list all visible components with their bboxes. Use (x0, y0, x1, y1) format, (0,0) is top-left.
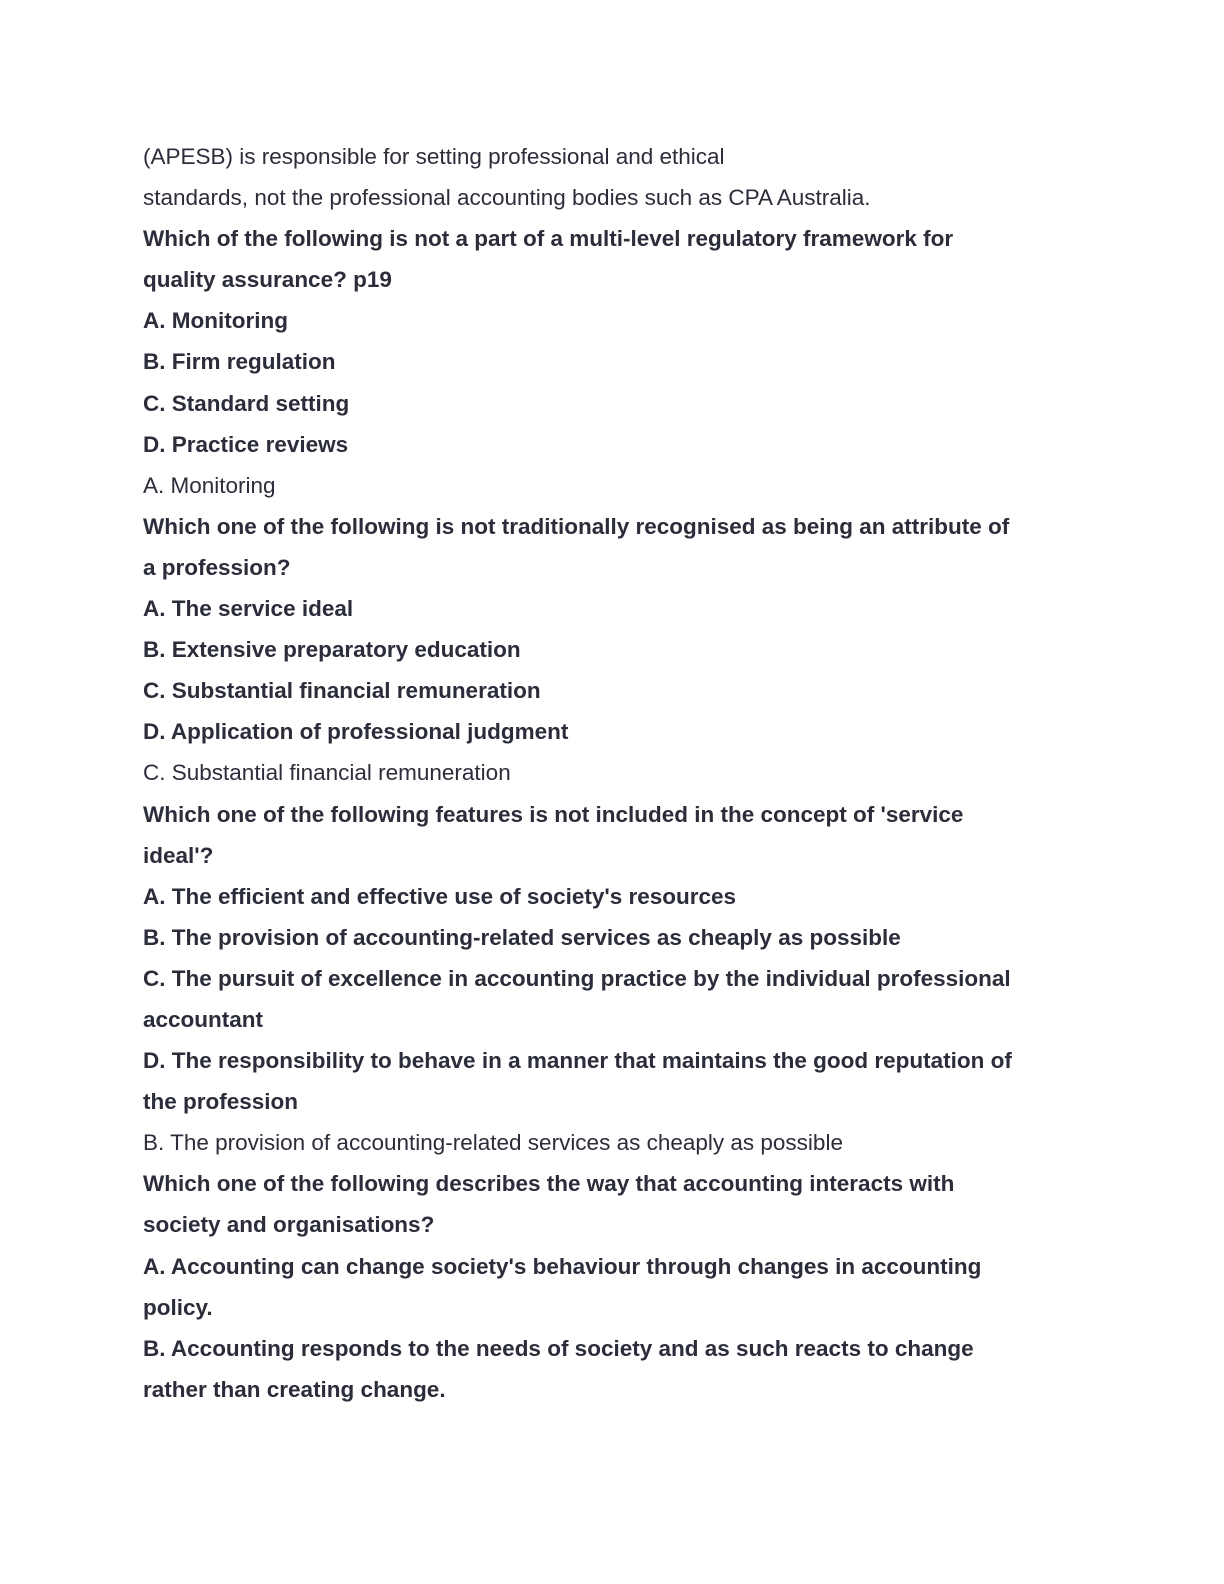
option-line: A. Accounting can change society's behaviour through changes in accounting (143, 1253, 982, 1279)
question-line: quality assurance? p19 (143, 267, 392, 293)
option-line: A. The service ideal (143, 596, 354, 622)
option-line: B. Extensive preparatory education (143, 637, 521, 663)
option-line: C. Standard setting (143, 390, 350, 416)
option-line: the profession (143, 1089, 299, 1115)
option-line: policy. (143, 1294, 213, 1320)
question-line: Which of the following is not a part of a multi-level regulatory framework for (143, 226, 954, 252)
option-line: A. Monitoring (143, 308, 288, 334)
option-line: accountant (143, 1006, 264, 1032)
option-line: B. Accounting responds to the needs of society and as such reacts to change (143, 1335, 974, 1361)
option-line: A. The efficient and effective use of society's resources (143, 883, 737, 909)
option-line: rather than creating change. (143, 1376, 446, 1402)
option-line: D. Practice reviews (143, 431, 349, 457)
document-page (143, 136, 1073, 1410)
option-line: D. Application of professional judgment (143, 719, 569, 745)
answer-line: A. Monitoring (143, 472, 276, 498)
text-line: standards, not the professional accounting bodies such as CPA Australia. (143, 185, 871, 211)
question-line: a profession? (143, 554, 291, 580)
question-line: Which one of the following features is not included in the concept of 'service (143, 801, 964, 827)
option-line: B. Firm regulation (143, 349, 336, 375)
option-line: B. The provision of accounting-related services as cheaply as possible (143, 924, 901, 950)
text-line: (APESB) is responsible for setting professional and ethical (143, 144, 725, 169)
question-line: Which one of the following is not traditionally recognised as being an attribute of (143, 513, 1010, 539)
question-line: society and organisations? (143, 1212, 435, 1238)
answer-line: B. The provision of accounting-related services as cheaply as possible (143, 1130, 843, 1156)
question-line: Which one of the following describes the way that accounting interacts with (143, 1171, 955, 1197)
option-line: C. The pursuit of excellence in accounting practice by the individual professional (143, 965, 1011, 991)
option-line: D. The responsibility to behave in a manner that maintains the good reputation of (143, 1048, 1012, 1074)
option-line: C. Substantial financial remuneration (143, 678, 541, 704)
question-line: ideal'? (143, 842, 214, 868)
answer-line: C. Substantial financial remuneration (143, 760, 511, 786)
